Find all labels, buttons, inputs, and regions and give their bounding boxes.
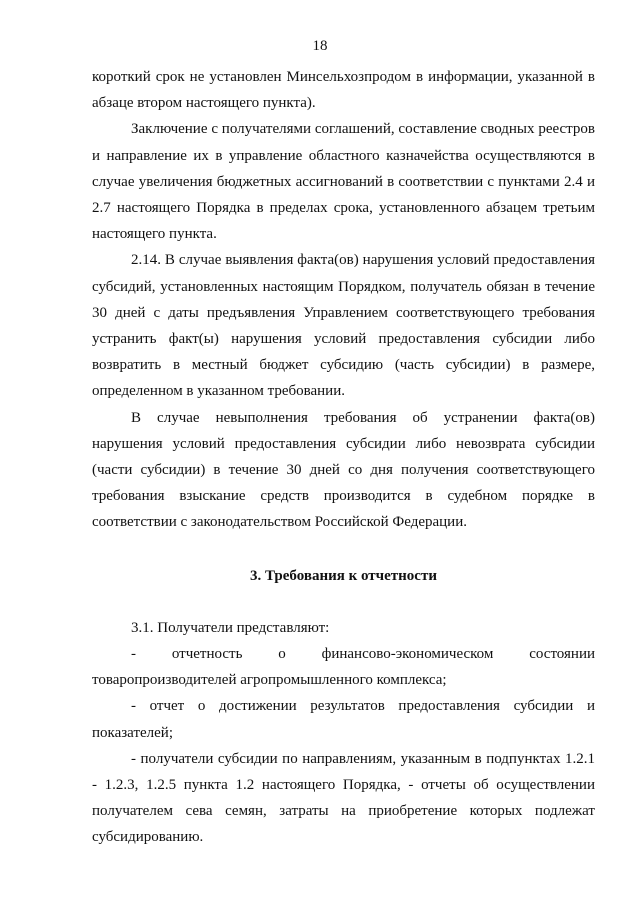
paragraph-2-14: 2.14. В случае выявления факта(ов) нарушения условий предоставления субсидий, установленных настоящим Порядком, получатель обязан в течение 30 дней с даты предъявления Управлением соответствующего требования устранить факт(ы) нарушения условий предоставления субсидии либо возвратить в местный бюджет субсидию (часть субсидии) в размере, определенном в указанном требовании. xyxy=(92,252,595,400)
list-item-word: - xyxy=(131,646,136,663)
paragraph-continuation: короткий срок не установлен Минсельхозпродом в информации, указанной в абзаце втором настоящего пункта). xyxy=(92,69,595,112)
page-number: 18 xyxy=(312,38,328,54)
page-content xyxy=(92,64,595,851)
list-item-financial-report xyxy=(92,641,595,693)
section-heading: 3. Требования к отчетности xyxy=(250,567,437,584)
list-item-word: состоянии xyxy=(529,646,595,663)
list-item-first-line xyxy=(92,641,595,667)
section-3-1-intro: 3.1. Получатели представляют: xyxy=(131,619,330,636)
paragraph-agreements: Заключение с получателями соглашений, составление сводных реестров и направление их в управление областного казначейства осуществляются в случае увеличения бюджетных ассигнований в соответствии с пунктами 2.4 и 2.7 настоящего Порядка в пределах срока, установленного абзацем третьим настоящего пункта. xyxy=(92,121,595,243)
list-item-word: финансово-экономическом xyxy=(321,646,494,663)
list-item-continuation: товаропроизводителей агропромышленного комплекса; xyxy=(92,672,447,689)
list-item-results-report: - отчет о достижении результатов предоставления субсидии и показателей; xyxy=(92,698,595,741)
paragraph-non-fulfillment: В случае невыполнения требования об устранении факта(ов) нарушения условий предоставления субсидии либо невозврата субсидии (части субсидии) в течение 30 дней со дня получения соответствующего требования взыскание средств производится в судебном порядке в соответствии с законодательством Российской Федерации. xyxy=(92,409,595,531)
list-item-sowing-report: - получатели субсидии по направлениям, указанным в подпунктах 1.2.1 - 1.2.3, 1.2.5 пункта 1.2 настоящего Порядка, - отчеты об осуществлении получателем сева семян, затраты на приобретение которых подлежат субсидированию. xyxy=(92,750,595,846)
list-item-word: о xyxy=(278,646,286,663)
list-item-word: отчетность xyxy=(171,646,243,663)
